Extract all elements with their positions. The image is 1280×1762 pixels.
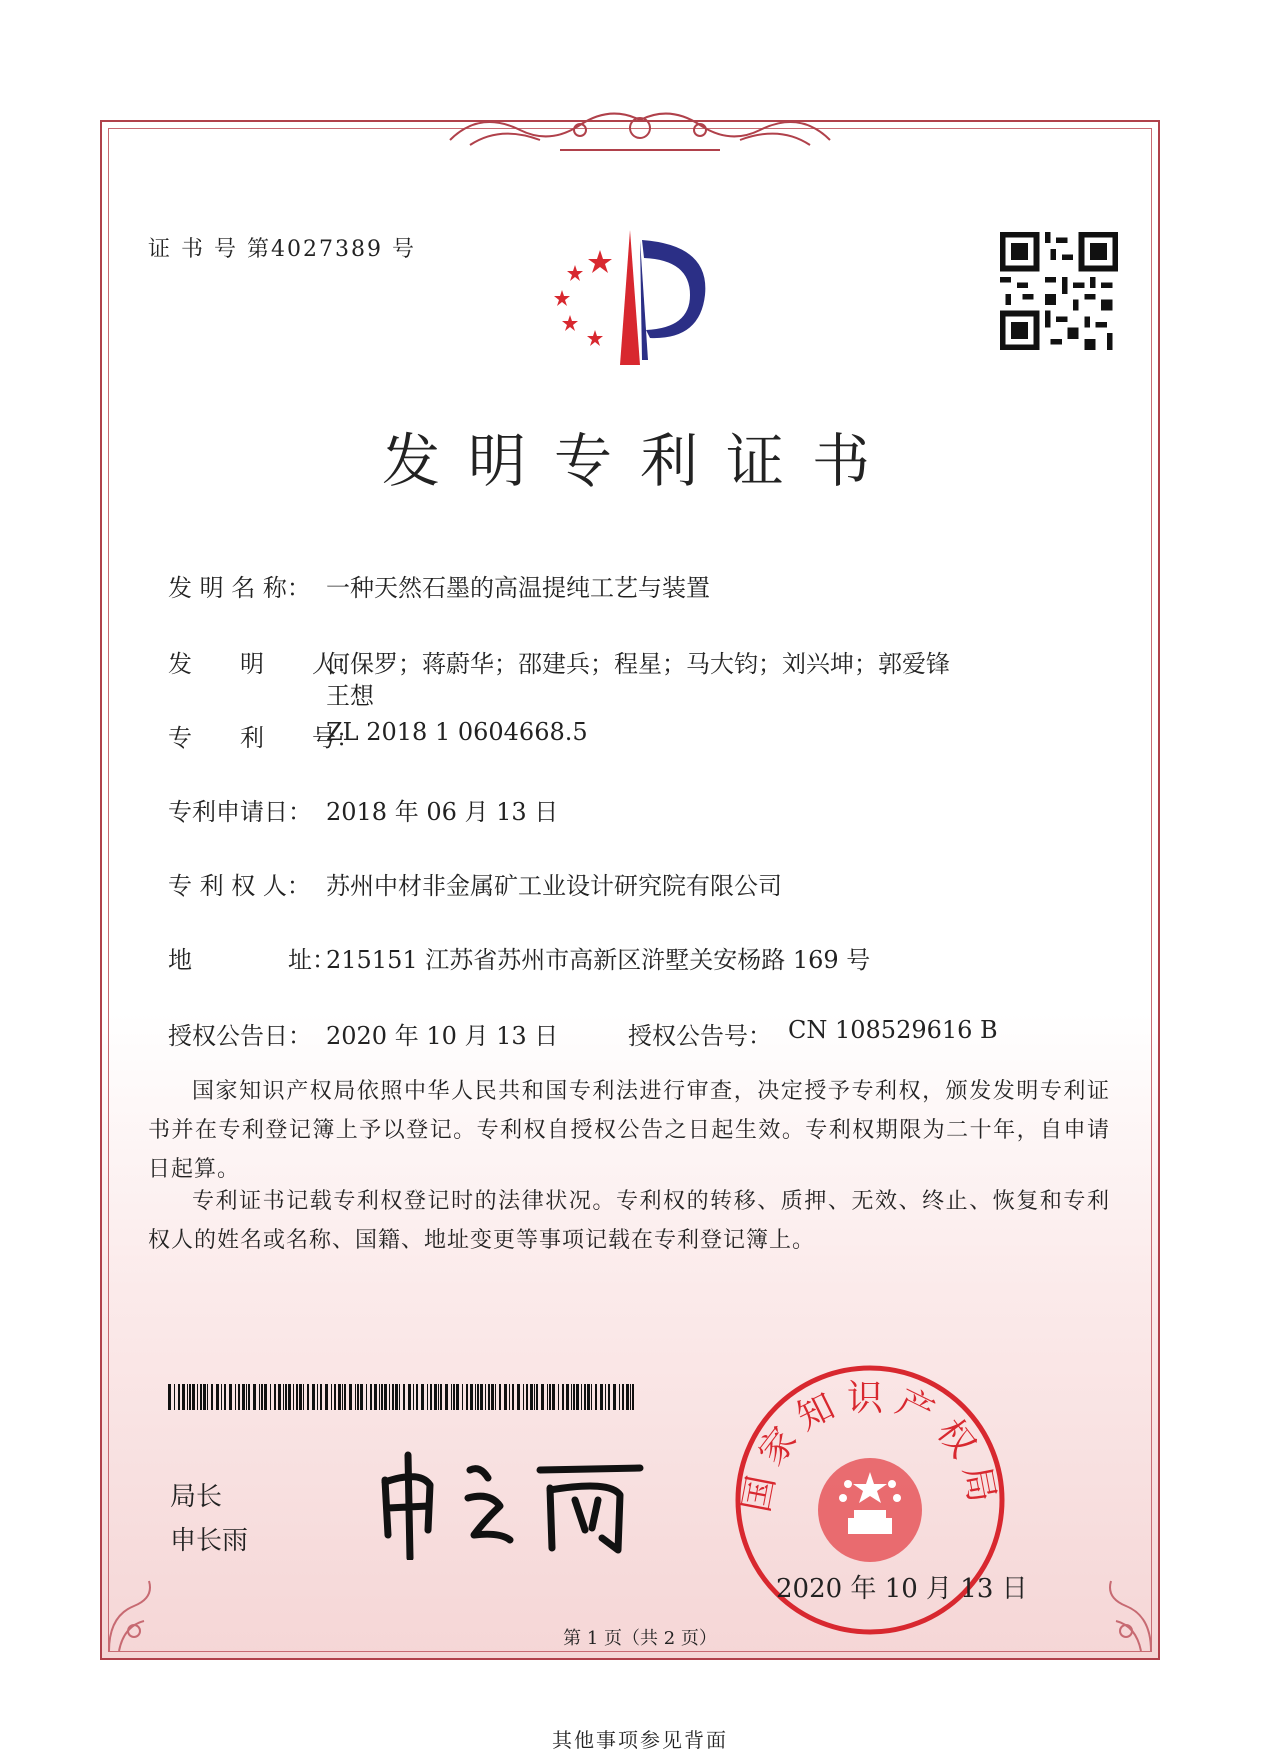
barcode-icon xyxy=(168,1384,638,1410)
director-signature xyxy=(370,1440,650,1560)
inventor-value-line2: 王想 xyxy=(326,682,374,710)
address-label: 地 址： xyxy=(168,946,336,974)
page-title: 发明专利证书 xyxy=(381,427,898,495)
cnipa-logo-icon xyxy=(540,220,720,370)
paragraph-review: 国家知识产权局依照中华人民共和国专利法进行审查，决定授予专利权，颁发发明专利证书并在专利登记簿上予以登记。专利权自授权公告之日起生效。专利权期限为二十年，自申请日起算。 xyxy=(148,1079,1110,1182)
patent-no-label: 专 利 号： xyxy=(168,724,360,752)
patentee-value: 苏州中材非金属矿工业设计研究院有限公司 xyxy=(326,872,782,900)
seal-text: 国家知识产权局 xyxy=(736,1377,1004,1516)
qr-code-icon xyxy=(1000,232,1118,350)
invention-name-label: 发 明 名 称： xyxy=(168,574,311,602)
paragraph-legal-status: 专利证书记载专利权登记时的法律状况。专利权的转移、质押、无效、终止、恢复和专利权人的姓名或名称、国籍、地址变更等事项记载在专利登记簿上。 xyxy=(148,1189,1110,1253)
filing-date-value: 2018 年 06 月 13 日 xyxy=(326,798,559,826)
grant-date-label: 授权公告日： xyxy=(168,1022,312,1050)
invention-name-value: 一种天然石墨的高温提纯工艺与装置 xyxy=(326,574,710,602)
inventor-label: 发 明 人： xyxy=(168,650,360,678)
grant-no-value: CN 108529616 B xyxy=(788,1016,998,1044)
grant-date-value: 2020 年 10 月 13 日 xyxy=(326,1022,559,1050)
patentee-label: 专 利 权 人： xyxy=(168,872,311,900)
address-value: 215151 江苏省苏州市高新区浒墅关安杨路 169 号 xyxy=(326,946,871,974)
seal-date: 2020 年 10 月 13 日 xyxy=(776,1574,1028,1604)
director-title: 局长 xyxy=(170,1482,223,1512)
page-number: 第 1 页（共 2 页） xyxy=(563,1628,717,1649)
filing-date-label: 专利申请日： xyxy=(168,798,312,826)
footer-note: 其他事项参见背面 xyxy=(552,1728,728,1752)
director-name: 申长雨 xyxy=(170,1526,249,1556)
certificate-number: 证 书 号 第4027389 号 xyxy=(148,237,416,262)
grant-no-label: 授权公告号： xyxy=(628,1022,772,1050)
top-ornament xyxy=(440,100,840,160)
inventor-value-line1: 何保罗；蒋蔚华；邵建兵；程星；马大钧；刘兴坤；郭爱锋 xyxy=(326,650,950,678)
patent-no-value: ZL 2018 1 0604668.5 xyxy=(326,718,588,746)
